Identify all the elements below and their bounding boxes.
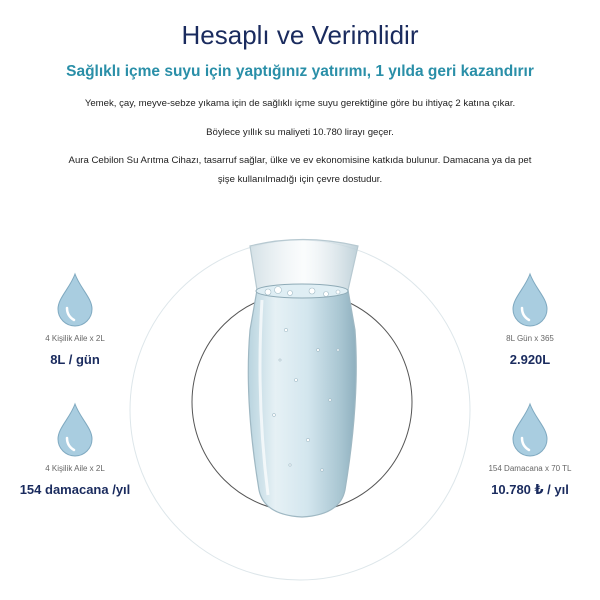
paragraph-needs: Yemek, çay, meyve-sebze yıkama için de sağlıklı içme suyu gerektiğine göre bu ihtiyaç 2 katına çıkar. [84,98,516,109]
water-drop-icon [511,272,549,327]
page-title: Hesaplı ve Verimlidir [181,20,419,50]
stat-yearly-cost [455,402,600,498]
stat-value: 10.780 ₺ / yıl [491,482,569,497]
stat-value: 2.920L [509,352,551,367]
stat-caption: 8L Gün x 365 [506,334,554,343]
stat-caption: 4 Kişilik Aile x 2L [45,464,105,473]
glass-water [248,286,356,517]
stat-value: 8L / gün [50,352,100,367]
water-drop-icon [56,402,94,457]
page-subtitle: Sağlıklı içme suyu için yaptığınız yatırımı, 1 yılda geri kazandırır [66,63,534,80]
paragraph-cost: Böylece yıllık su maliyeti 10.780 lirayı geçer. [206,127,394,138]
stat-yearly-bottles [0,402,150,497]
stat-yearly-liters [455,272,600,367]
stat-caption: 154 Damacana x 70 TL [488,464,572,473]
stat-caption: 4 Kişilik Aile x 2L [45,334,105,343]
paragraph-eco: Aura Cebilon Su Arıtma Cihazı, tasarruf sağlar, ülke ve ev ekonomisine katkıda bulunur. Damacana ya da pet şişe kullanılmadığı için çevre dostudur. [68,155,532,185]
stat-daily-consumption [0,272,150,367]
stat-value: 154 damacana /yıl [19,482,131,497]
water-drop-icon [511,402,549,457]
glass-rim [250,240,358,291]
water-drop-icon [56,272,94,327]
